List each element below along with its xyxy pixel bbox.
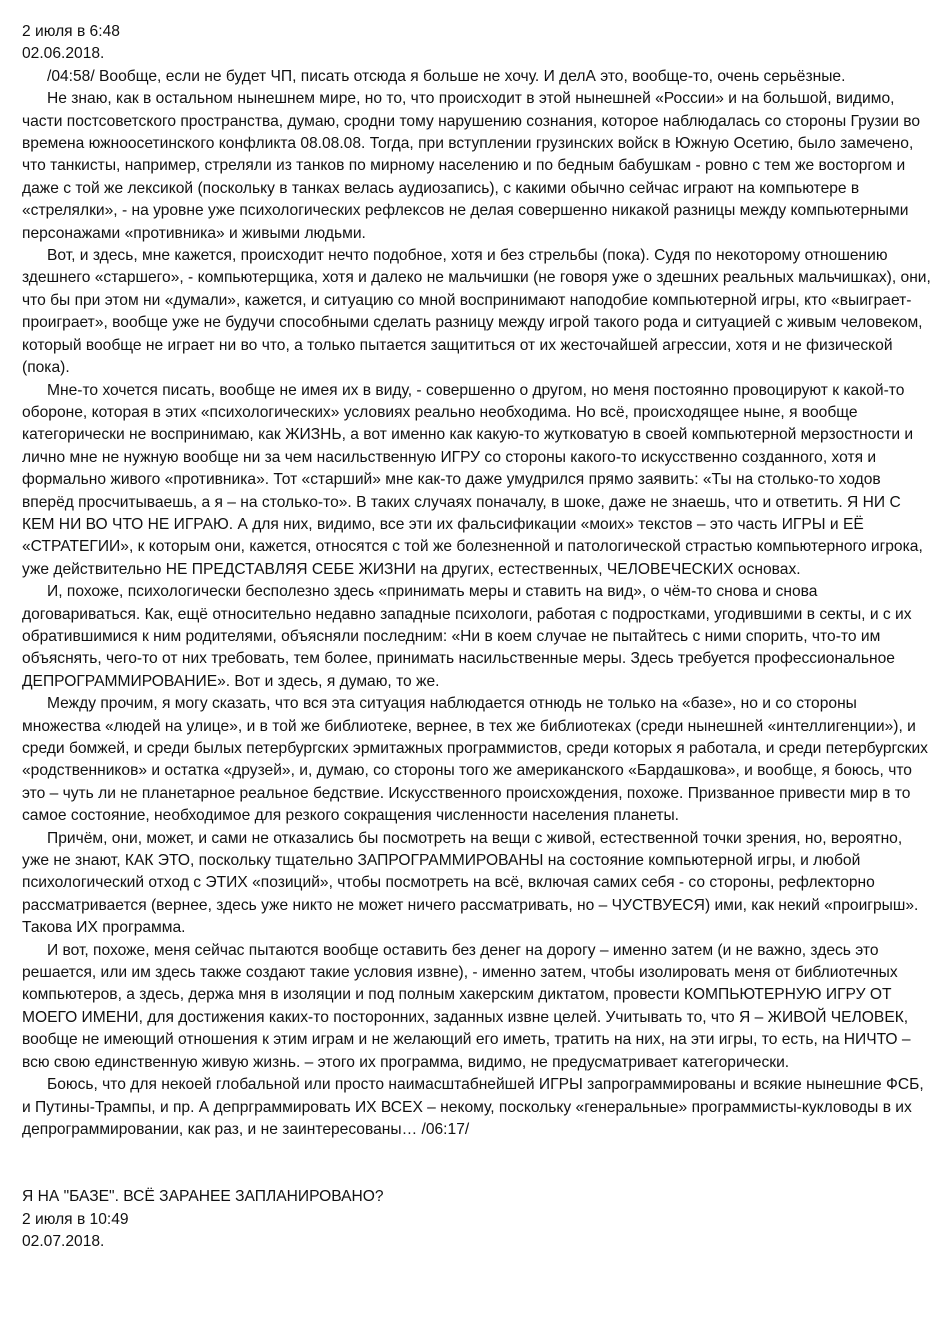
paragraph: /04:58/ Вообще, если не будет ЧП, писать отсюда я больше не хочу. И делА это, вообще-то, очень серьёзные. xyxy=(47,67,846,85)
post-body xyxy=(22,66,932,1142)
paragraph: Между прочим, я могу сказать, что вся эта ситуация наблюдается отнюдь не только на «базе», но и со стороны множества «людей на улице», и в той же библиотеке, вернее, в тех же библиотеках (среди нынешней «интеллигенции»), и среди бомжей, и среди былых петербургских эрмитажных программистов, среди которых я работала, и среди петербургских «родственников» и остатка «друзей», и, думаю, со стороны того же американского «Бардашкова», и вообще, я боюсь, что это – чуть ли не планетарное реальное бедствие. Искусственного происхождения, похоже. Призванное привести мир в то самое состояние, необходимое для резкого сокращения численности населения планеты. xyxy=(22,695,928,825)
spacer xyxy=(22,1141,932,1186)
post-timestamp: 2 июля в 6:48 xyxy=(22,23,120,40)
post-date: 02.06.2018. xyxy=(22,45,105,63)
post-timestamp: 2 июля в 10:49 xyxy=(22,1210,129,1228)
paragraph: Причём, они, может, и сами не отказались бы посмотреть на вещи с живой, естественной точки зрения, но, вероятно, уже не знают, КАК ЭТО, поскольку тщательно ЗАПРОГРАММИРОВАНЫ на состояние компьютерной игры, и любой психологический отход с ЭТИХ «позиций», чтобы посмотреть на всё, включая самих себя - со стороны, рефлекторно рассматривается (вернее, здесь уже никто не может ничего рассматривать, но – ЧУСТВУЕСЯ) ими, как некий «проигрыш». Такова ИХ программа. xyxy=(22,829,919,937)
paragraph: Не знаю, как в остальном нынешнем мире, но то, что происходит в этой нынешней «России» и на большой, видимо, части постсоветского пространства, думаю, сродни тому нарушению сознания, которое наблюдалась со стороны Грузии во времена южноосетинского конфликта 08.08.08. Тогда, при вступлении грузинских войск в Южную Осетию, было замечено, что танкисты, например, стреляли из танков по мирному населению и по бедным бабушкам - ровно с тем же восторгом и даже с той же лексикой (поскольку в танках велась аудиозапись), с какими обычно сейчас играют на компьютере в «стрелялки», - на уровне уже психологических рефлексов не делая совершенно никакой разницы между компьютерными персонажами «противника» и живыми людьми. xyxy=(22,90,921,242)
document-page xyxy=(22,21,932,1254)
paragraph: Боюсь, что для некоей глобальной или просто наимасштабнейшей ИГРЫ запрограммированы и всякие нынешние ФСБ, и Путины-Трампы, и пр. А депрграммировать ИХ ВСЕХ – некому, поскольку «генеральные» программисты-кукловоды в их депрограммировании, как раз, и не заинтересованы… /06:17/ xyxy=(22,1076,924,1138)
paragraph: И вот, похоже, меня сейчас пытаются вообще оставить без денег на дорогу – именно затем (и не важно, здесь это решается, или им здесь также создают такие условия извне), - именно затем, чтобы изолировать меня от библиотечных компьютеров, а здесь, держа мня в изоляции и под полным хакерским диктатом, провести КОМПЬЮТЕРНУЮ ИГРУ ОТ МОЕГО ИМЕНИ, для достижения каких-то посторонних, заданных извне целей. Учитывать то, что Я – ЖИВОЙ ЧЕЛОВЕК, вообще не имеющий отношения к этим играм и не желающий его иметь, тратить на них, на эти игры, то есть, на НИЧТО – всю свою единственную живую жизнь. – этого их программа, видимо, не предусматривает категорически. xyxy=(22,941,911,1071)
paragraph: Мне-то хочется писать, вообще не имея их в виду, - совершенно о другом, но меня постоянно провоцируют к какой-то обороне, которая в этих «психологических» условиях реально необходима. Но всё, происходящее ныне, я вообще категорически не воспринимаю, как ЖИЗНЬ, а вот именно как какую-то жутковатую в своей компьютерной мерзостности и лично мне не нужную вообще ни за чем насильственную ИГРУ со стороны какого-то искусственно созданного, хотя и формально живого «противника». Тот «старший» мне как-то даже умудрился прямо заявить: «Ты на столько-то ходов вперёд просчитываешь, а я – на столько-то». В таких случаях поначалу, в шоке, даже не знаешь, что и ответить. Я НИ С КЕМ НИ ВО ЧТО НЕ ИГРАЮ. А для них, видимо, все эти их фальсификации «моих» текстов – это часть ИГРЫ и ЕЁ «СТРАТЕГИИ», к которым они, кажется, относятся с той же болезненной и патологической страстью компьютерного игрока, уже действительно НЕ ПРЕДСТАВЛЯЯ СЕБЕ ЖИЗНИ на других, естественных, ЧЕЛОВЕЧЕСКИХ основах. xyxy=(22,381,923,578)
paragraph: Вот, и здесь, мне кажется, происходит нечто подобное, хотя и без стрельбы (пока). Судя по некоторому отношению здешнего «старшего», - компьютерщика, хотя и далеко не мальчишки (не говоря уже о здешних реальных мальчишках), они, что бы при этом ни «думали», кажется, и ситуацию со мной воспринимают наподобие компьютерной игры, кто «выиграет-проиграет», вообще уже не будучи способными сделать разницу между игрой такого рода и ситуацией с живым человеком, который вообще не играет ни во что, а только пытается защититься от их жесточайшей агрессии, хотя и не физической (пока). xyxy=(22,247,931,377)
post-date: 02.07.2018. xyxy=(22,1233,105,1251)
post-title: Я НА "БАЗЕ". ВСЁ ЗАРАНЕЕ ЗАПЛАНИРОВАНО? xyxy=(22,1188,384,1206)
paragraph: И, похоже, психологически бесполезно здесь «принимать меры и ставить на вид», о чём-то снова и снова договариваться. Как, ещё относительно недавно западные психологи, работая с подростками, угодившими в секты, и с их обратившимися к ним родителями, объясняли последним: «Ни в коем случае не пытайтесь с ними спорить, что-то им объяснять, чего-то от них требовать, тем более, принимать насильственные меры. Здесь требуется профессиональное ДЕПРОГРАММИРОВАНИЕ». Вот и здесь, я думаю, то же. xyxy=(22,583,912,690)
